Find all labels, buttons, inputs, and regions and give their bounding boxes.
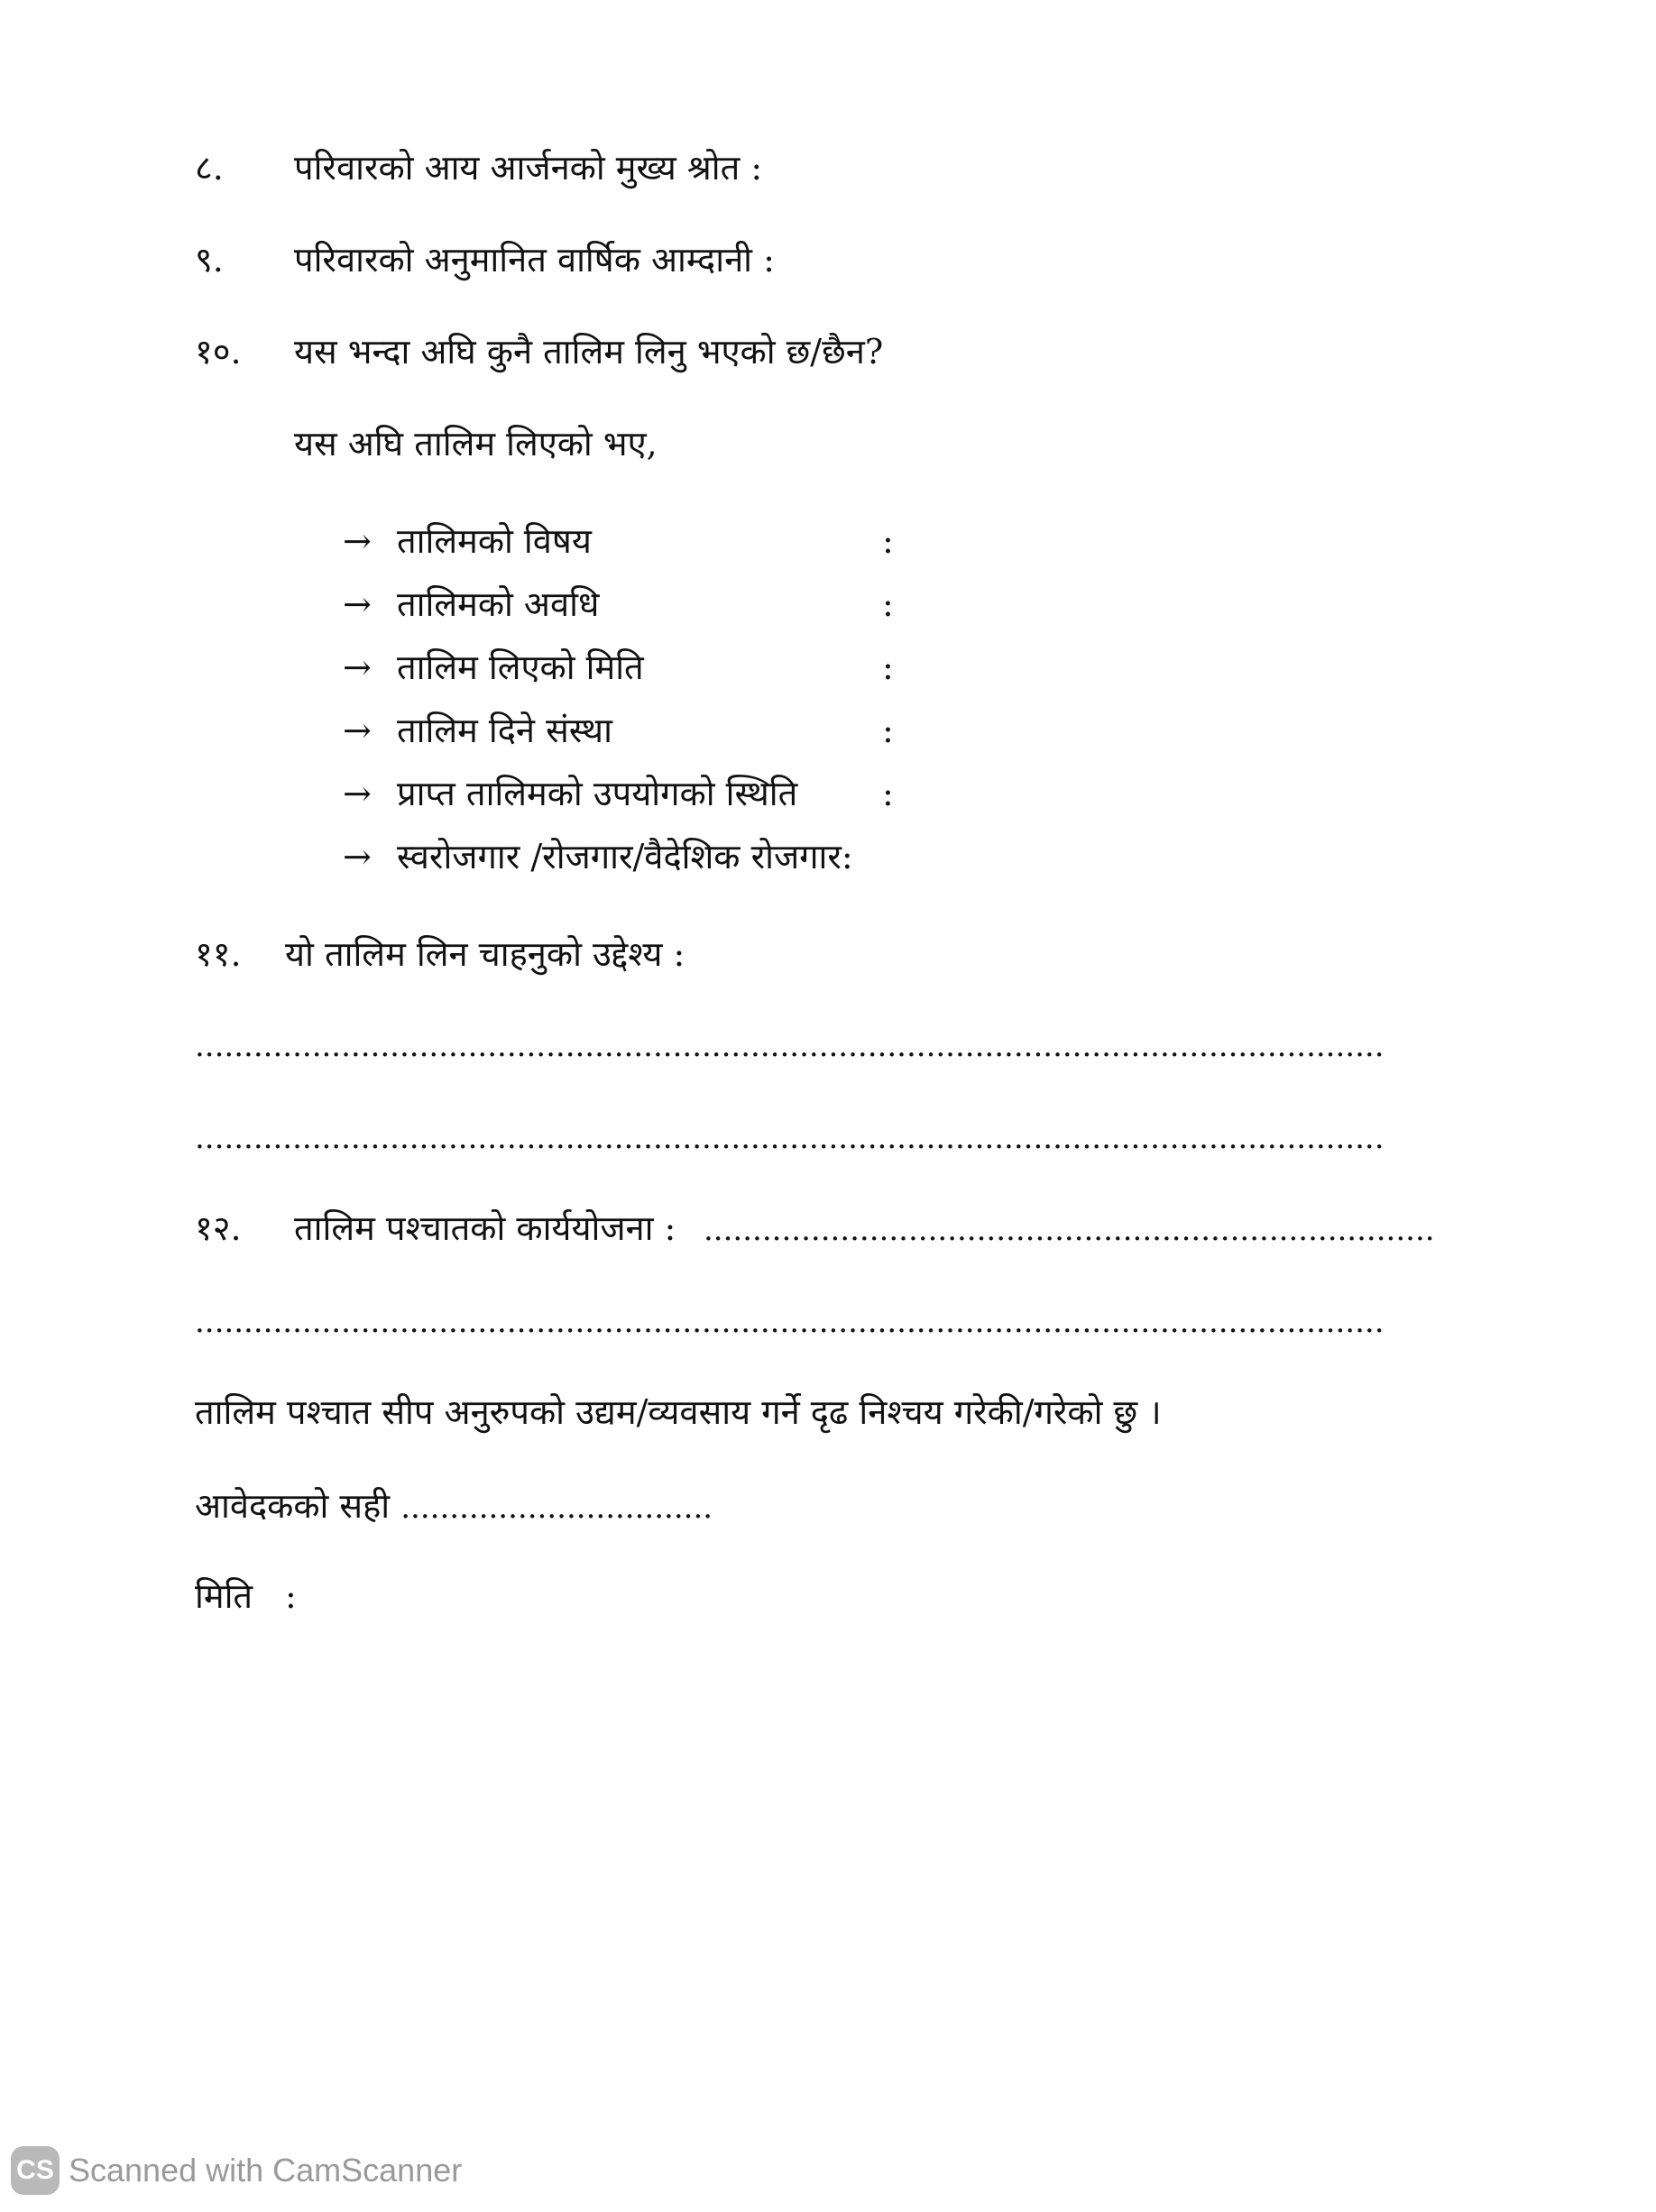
- item-9-number: ९.: [195, 240, 224, 280]
- item-10-number: १०.: [195, 332, 242, 372]
- camscanner-watermark: [11, 2145, 462, 2196]
- item-11-row: [195, 931, 685, 978]
- arrow-icon: →: [343, 711, 372, 750]
- signature-label: आवेदकको सही: [195, 1486, 391, 1526]
- signature-row: [195, 1482, 713, 1531]
- sub-item-label: प्राप्त तालिमको उपयोगको स्थिति: [397, 774, 798, 813]
- item-11-number: ११.: [195, 934, 242, 974]
- signature-field[interactable]: ................................: [400, 1490, 713, 1526]
- sub-item-training-date: [343, 644, 644, 691]
- sub-item-colon: :: [841, 837, 853, 877]
- sub-item-training-organization: [343, 707, 612, 754]
- arrow-icon: →: [343, 837, 372, 877]
- item-12-label: तालिम पश्चातको कार्ययोजना :: [294, 1208, 676, 1248]
- answer-line-2[interactable]: ..........................................................................................................................: [195, 1120, 1385, 1156]
- item-10-row: [195, 328, 883, 375]
- item-12-number: १२.: [195, 1208, 242, 1248]
- arrow-icon: →: [343, 521, 372, 561]
- item-11-label: यो तालिम लिन चाहनुको उद्देश्य :: [285, 934, 685, 974]
- item-8-row: [195, 144, 762, 191]
- item-10-label: यस भन्दा अघि कुनै तालिम लिनु भएको छ/छैन?: [294, 332, 884, 372]
- camscanner-logo-icon: CS: [11, 2146, 60, 2195]
- sub-item-colon: :: [882, 647, 894, 687]
- date-row: [195, 1573, 297, 1620]
- date-colon: :: [285, 1576, 297, 1616]
- sub-item-colon: :: [882, 774, 894, 813]
- sub-item-training-duration: [343, 581, 599, 628]
- arrow-icon: →: [343, 647, 372, 687]
- declaration-text: तालिम पश्चात सीप अनुरुपको उद्यम/व्यवसाय गर्ने दृढ निश्चय गरेकी/गरेको छु ।: [195, 1392, 1162, 1432]
- sub-item-colon: :: [882, 584, 894, 624]
- item-9-row: [195, 236, 775, 283]
- sub-item-training-subject: [343, 518, 592, 564]
- arrow-icon: →: [343, 774, 372, 813]
- sub-item-label: तालिमको विषय: [397, 521, 592, 561]
- watermark-text: Scanned with CamScanner: [69, 2152, 463, 2189]
- sub-item-label: तालिमको अवधि: [397, 584, 600, 624]
- sub-item-training-use-status: [343, 770, 797, 817]
- sub-item-colon: :: [882, 711, 894, 750]
- item-12-row: [195, 1205, 676, 1252]
- sub-item-label: तालिम लिएको मिति: [397, 647, 644, 687]
- action-plan-line-1[interactable]: ...........................................................................: [704, 1212, 1435, 1248]
- answer-line-1[interactable]: ..........................................................................................................................: [195, 1028, 1385, 1064]
- arrow-icon: →: [343, 584, 372, 624]
- sub-item-colon: :: [882, 521, 894, 561]
- sub-item-label: स्वरोजगार /रोजगार/वैदेशिक रोजगार: [397, 837, 842, 877]
- item-9-label: परिवारको अनुमानित वार्षिक आम्दानी :: [294, 240, 775, 280]
- action-plan-line-2[interactable]: ..........................................................................................................................: [195, 1304, 1385, 1340]
- sub-item-label: तालिम दिने संस्था: [397, 711, 612, 750]
- item-8-label: परिवारको आय आर्जनको मुख्य श्रोत :: [294, 148, 763, 188]
- item-10-subheading: यस अघि तालिम लिएको भए,: [294, 424, 658, 464]
- sub-item-employment: [343, 833, 853, 880]
- item-8-number: ८.: [195, 148, 224, 188]
- date-label: मिति: [195, 1576, 253, 1616]
